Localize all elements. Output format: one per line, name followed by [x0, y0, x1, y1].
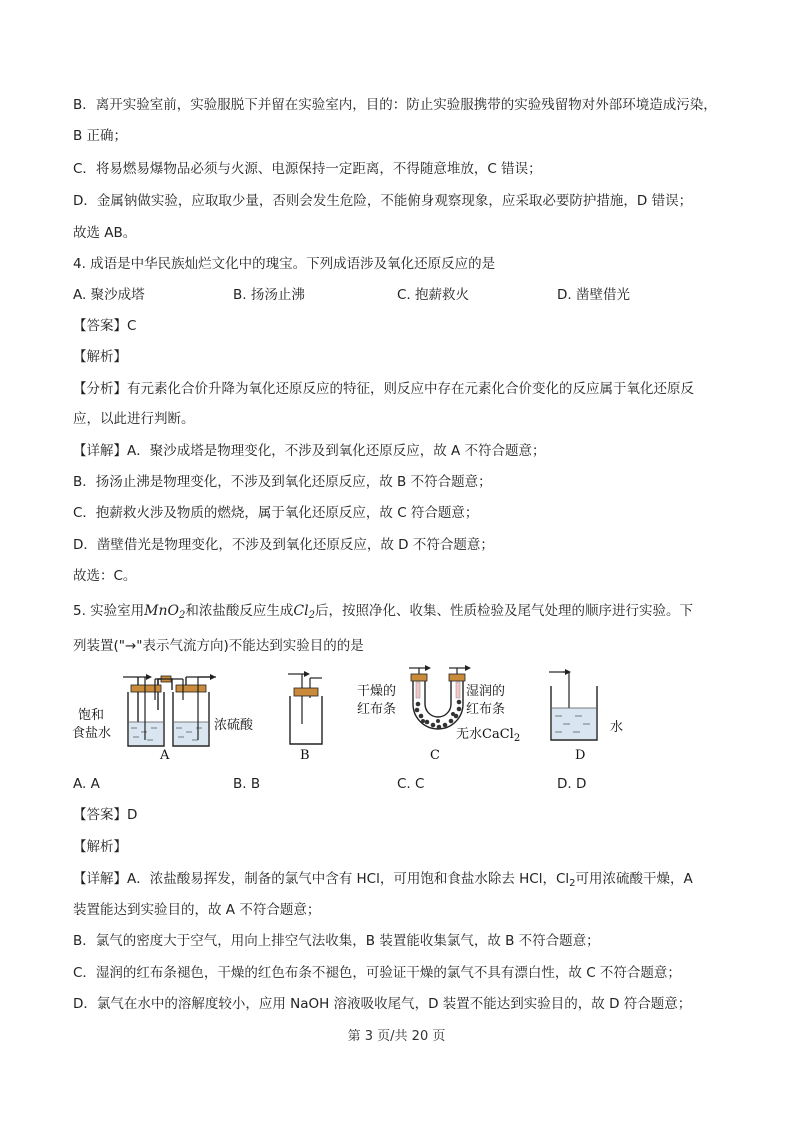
q5-post: 后，按照净化、收集、性质检验及尾气处理的顺序进行实验。下 — [314, 603, 693, 619]
q5-option-a: A. A — [73, 776, 100, 792]
answer-label: 【答案】 — [73, 807, 127, 823]
answer-label: 【答案】 — [73, 318, 127, 334]
detail-text-post: 可用浓硫酸干燥，A — [575, 871, 693, 887]
q4-option-d: D. 凿壁借光 — [557, 287, 630, 303]
text-line: D．金属钠做实验，应取取少量，否则会发生危险，不能俯身观察现象，应采取必要防护措施，D 错误； — [73, 193, 693, 209]
d-label-water: 水 — [610, 720, 624, 735]
c-label-dry: 干燥的 — [357, 684, 397, 699]
text-line: 装置能达到实验目的，故 A 不符合题意； — [73, 902, 321, 918]
text-line: C．将易燃易爆物品必须与火源、电源保持一定距离，不得随意堆放，C 错误； — [73, 161, 542, 177]
q4-detail-c: C．抱薪救火涉及物质的燃烧，属于氧化还原反应，故 C 符合题意； — [73, 505, 479, 521]
detail-text: A．浓盐酸易挥发，制备的氯气中含有 HCl，可用饱和食盐水除去 HCl，Cl — [127, 871, 570, 887]
q5-option-d: D. D — [557, 776, 587, 792]
formula-mno2-text: MnO — [144, 603, 180, 619]
c-label-cacl2-sub: 2 — [513, 733, 521, 744]
detail-text: A．聚沙成塔是物理变化，不涉及到氧化还原反应，故 A 不符合题意； — [127, 443, 546, 459]
a-label-brine: 食盐水 — [72, 726, 112, 741]
question-5 — [73, 602, 693, 625]
c-label-cacl2-text: 无水CaCl — [456, 727, 514, 742]
text-line: 应，以此进行判断。 — [73, 411, 195, 427]
a-label-saturated: 饱和 — [78, 708, 105, 723]
q5-answer — [73, 806, 137, 824]
q4-option-c: C. 抱薪救火 — [397, 287, 470, 303]
q4-option-a: A. 聚沙成塔 — [73, 287, 145, 303]
question-4: 4. 成语是中华民族灿烂文化中的瑰宝。下列成语涉及氧化还原反应的是 — [73, 256, 496, 272]
q5-detail-a — [73, 870, 693, 893]
formula-mno2 — [144, 603, 185, 619]
formula-cl2-text: Cl — [293, 603, 309, 619]
a-label-sulfuric-acid: 浓硫酸 — [214, 718, 254, 733]
apparatus-b-drawing — [282, 664, 332, 750]
page-footer: 第 3 页/共 20 页 — [347, 1029, 446, 1044]
q4-fenxi — [73, 380, 694, 398]
c-label-wet: 湿润的 — [466, 684, 506, 699]
text-line: 故选 AB。 — [73, 225, 137, 241]
q5-detail-c: C．湿润的红布条褪色，干燥的红色布条不褪色，可验证干燥的氯气不具有漂白性，故 C 不符合题意； — [73, 965, 681, 981]
q4-select: 故选：C。 — [73, 568, 137, 584]
formula-mno2-sub: 2 — [179, 610, 186, 621]
formula-cl2 — [293, 603, 315, 619]
q4-option-b: B. 扬汤止沸 — [233, 287, 305, 303]
text-line: B．离开实验室前，实验服脱下并留在实验室内，目的：防止实验服携带的实验残留物对外部环境造成污染， — [73, 97, 717, 113]
q4-detail-b: B．扬汤止沸是物理变化，不涉及到氧化还原反应，故 B 不符合题意； — [73, 474, 492, 490]
q4-detail-a — [73, 442, 546, 460]
answer-value: C — [127, 318, 137, 334]
d-caption: D — [575, 748, 586, 763]
fenxi-text: 有元素化合价升降为氧化还原反应的特征，则反应中存在元素化合价变化的反应属于氧化还原反 — [127, 381, 694, 397]
answer-value: D — [127, 807, 138, 823]
q4-analysis-label: 【解析】 — [73, 349, 127, 365]
q5-analysis-label: 【解析】 — [73, 839, 127, 855]
c-label-cacl2 — [456, 723, 520, 744]
q5-prefix: 5. 实验室用 — [73, 603, 145, 619]
apparatus-d-drawing — [545, 664, 605, 744]
detail-label: 【详解】 — [73, 871, 127, 887]
fenxi-label: 【分析】 — [73, 381, 127, 397]
q4-answer — [73, 317, 136, 335]
text-line: 列装置("→"表示气流方向)不能达到实验目的的是 — [73, 638, 364, 654]
q5-detail-b: B．氯气的密度大于空气，用向上排空气法收集，B 装置能收集氯气，故 B 不符合题意； — [73, 933, 600, 949]
c-caption: C — [430, 748, 440, 763]
b-caption: B — [300, 748, 310, 763]
formula-cl2-sub: 2 — [308, 610, 315, 621]
q5-mid: 和浓盐酸反应生成 — [185, 603, 294, 619]
detail-sub: 2 — [569, 878, 576, 889]
apparatus-a-drawing — [118, 670, 238, 750]
q4-detail-d: D．凿壁借光是物理变化，不涉及到氧化还原反应，故 D 不符合题意； — [73, 537, 494, 553]
c-label-wet-cloth: 红布条 — [466, 702, 506, 717]
a-caption: A — [160, 748, 170, 763]
q5-option-c: C. C — [397, 776, 425, 792]
c-label-dry-cloth: 红布条 — [357, 702, 397, 717]
q5-option-b: B. B — [233, 776, 261, 792]
q5-detail-d: D．氯气在水中的溶解度较小，应用 NaOH 溶液吸收尾气，D 装置不能达到实验目的，故 D 符合题意； — [73, 996, 692, 1012]
detail-label: 【详解】 — [73, 443, 127, 459]
text-line: B 正确； — [73, 128, 128, 144]
